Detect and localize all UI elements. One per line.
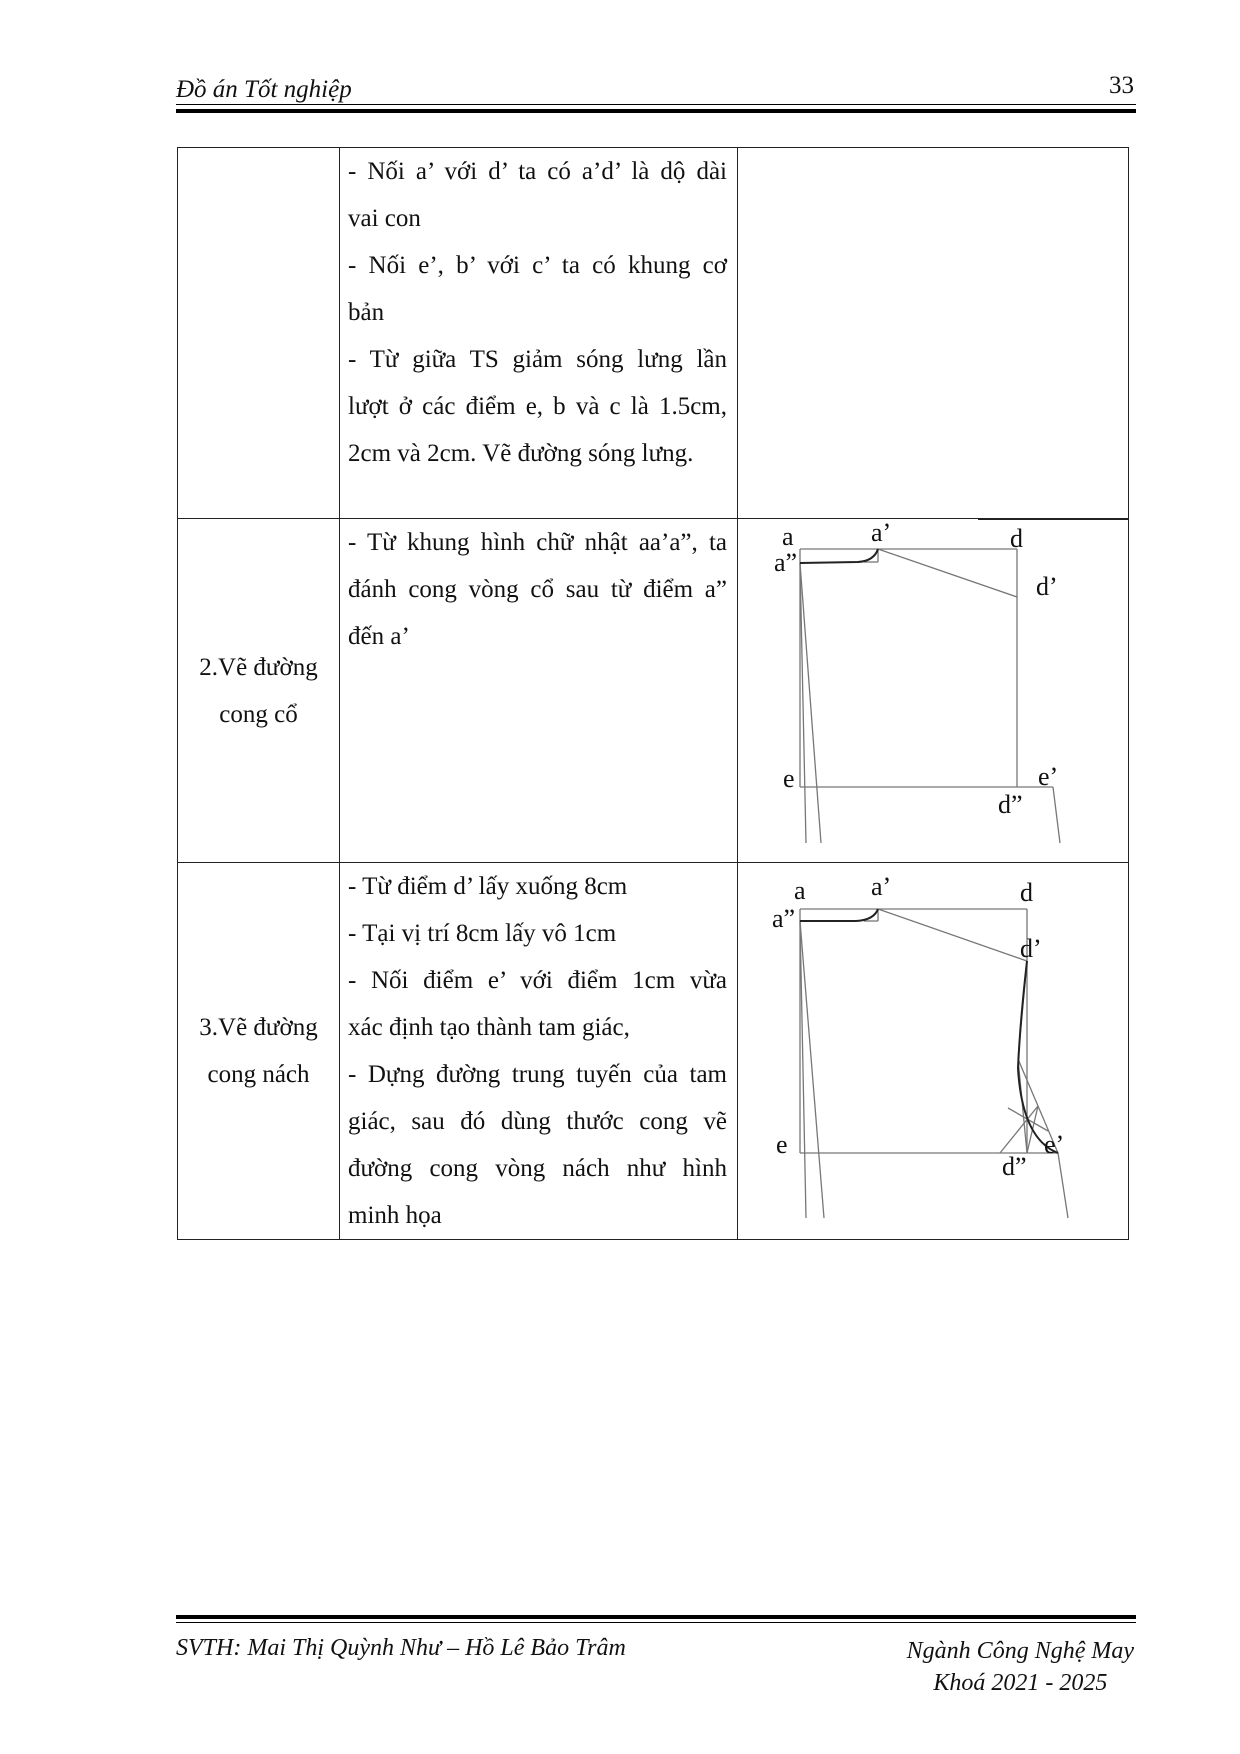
point-label-a: a (794, 876, 806, 905)
footer-authors: SVTH: Mai Thị Quỳnh Như – Hồ Lê Bảo Trâm (176, 1635, 626, 1661)
instruction-line: lượt ở các điểm e, b và c là 1.5cm, (348, 393, 727, 420)
footer-cohort: Khoá 2021 - 2025 (933, 1670, 1108, 1696)
neckline-curve (800, 909, 878, 921)
page-header (176, 72, 1136, 112)
instruction-line: minh họa (348, 1202, 442, 1229)
instruction-line: giác, sau đó dùng thước cong vẽ (348, 1108, 727, 1135)
footer-rule (176, 1622, 1136, 1623)
step-cell (178, 519, 340, 863)
point-label-e: e (776, 1130, 788, 1159)
instruction-line: 2cm và 2cm. Vẽ đường sóng lưng. (348, 440, 694, 467)
page-footer (176, 1615, 1136, 1705)
instruction-line: - Nối e’, b’ với c’ ta có khung cơ (348, 252, 727, 279)
point-label-a: a (782, 522, 794, 551)
point-label-d: d (1010, 524, 1023, 553)
instruction-line: vai con (348, 205, 421, 232)
footer-major: Ngành Công Nghệ May (906, 1638, 1134, 1664)
instruction-line: bản (348, 299, 385, 326)
point-label-a-prime: a’ (871, 519, 892, 547)
instruction-line: - Tại vị trí 8cm lấy vô 1cm (348, 920, 617, 947)
neckline-pattern-diagram (738, 519, 1128, 861)
instruction-line: xác định tạo thành tam giác, (348, 1014, 630, 1041)
instruction-line: - Từ giữa TS giảm sóng lưng lần (348, 346, 727, 373)
point-label-d-dprime: d” (1002, 1152, 1027, 1181)
armhole-pattern-diagram (738, 863, 1128, 1238)
instruction-line: - Từ khung hình chữ nhật aa’a”, ta (348, 529, 727, 556)
instruction-table (177, 147, 1129, 1240)
header-rule (176, 104, 1136, 105)
footer-rule-thick (176, 1615, 1136, 1619)
table-row (178, 863, 1129, 1240)
instruction-cell (340, 148, 738, 519)
shoulder-line (878, 549, 1017, 597)
header-rule-thick (176, 109, 1136, 113)
point-label-d-prime: d’ (1036, 572, 1058, 601)
point-label-d-dprime: d” (998, 790, 1023, 819)
instruction-line: đến a’ (348, 623, 410, 650)
instruction-line: - Nối a’ với d’ ta có a’d’ là dộ dài (348, 158, 727, 185)
side-seam-line (1058, 1153, 1068, 1218)
point-label-a-dprime: a” (774, 548, 798, 577)
instruction-line: đánh cong vòng cổ sau từ điểm a” (348, 576, 727, 603)
point-label-e-prime: e’ (1038, 762, 1059, 791)
point-label-e: e (783, 764, 795, 793)
instruction-cell (340, 863, 738, 1240)
neckline-curve (800, 549, 878, 563)
figure-cell (738, 863, 1129, 1240)
side-seam-line (1053, 787, 1060, 843)
point-label-a-prime: a’ (871, 872, 892, 901)
instruction-line: - Từ điểm d’ lấy xuống 8cm (348, 873, 628, 900)
step-cell (178, 148, 340, 519)
table-row (178, 519, 1129, 863)
table-row (178, 148, 1129, 519)
header-title: Đồ án Tốt nghiệp (176, 76, 352, 103)
figure-cell (738, 148, 1129, 519)
point-label-a-dprime: a” (772, 904, 796, 933)
shoulder-line (878, 909, 1027, 961)
step-label: cong cổ (219, 700, 298, 728)
point-label-d: d (1020, 878, 1033, 907)
point-label-d-prime: d’ (1020, 934, 1042, 963)
step-label: 3.Vẽ đường (199, 1014, 318, 1041)
page-number: 33 (1109, 72, 1134, 99)
instruction-line: - Dựng đường trung tuyến của tam (348, 1061, 727, 1088)
instruction-cell (340, 519, 738, 863)
step-cell (178, 863, 340, 1240)
step-label: 2.Vẽ đường (199, 653, 318, 681)
instruction-line: đường cong vòng nách như hình (348, 1155, 727, 1182)
footer-program (907, 1635, 1134, 1699)
step-label: cong nách (207, 1061, 310, 1088)
instruction-line: - Nối điểm e’ với điểm 1cm vừa (348, 967, 727, 994)
figure-cell (738, 519, 1129, 863)
point-label-e-prime: e’ (1044, 1130, 1065, 1159)
